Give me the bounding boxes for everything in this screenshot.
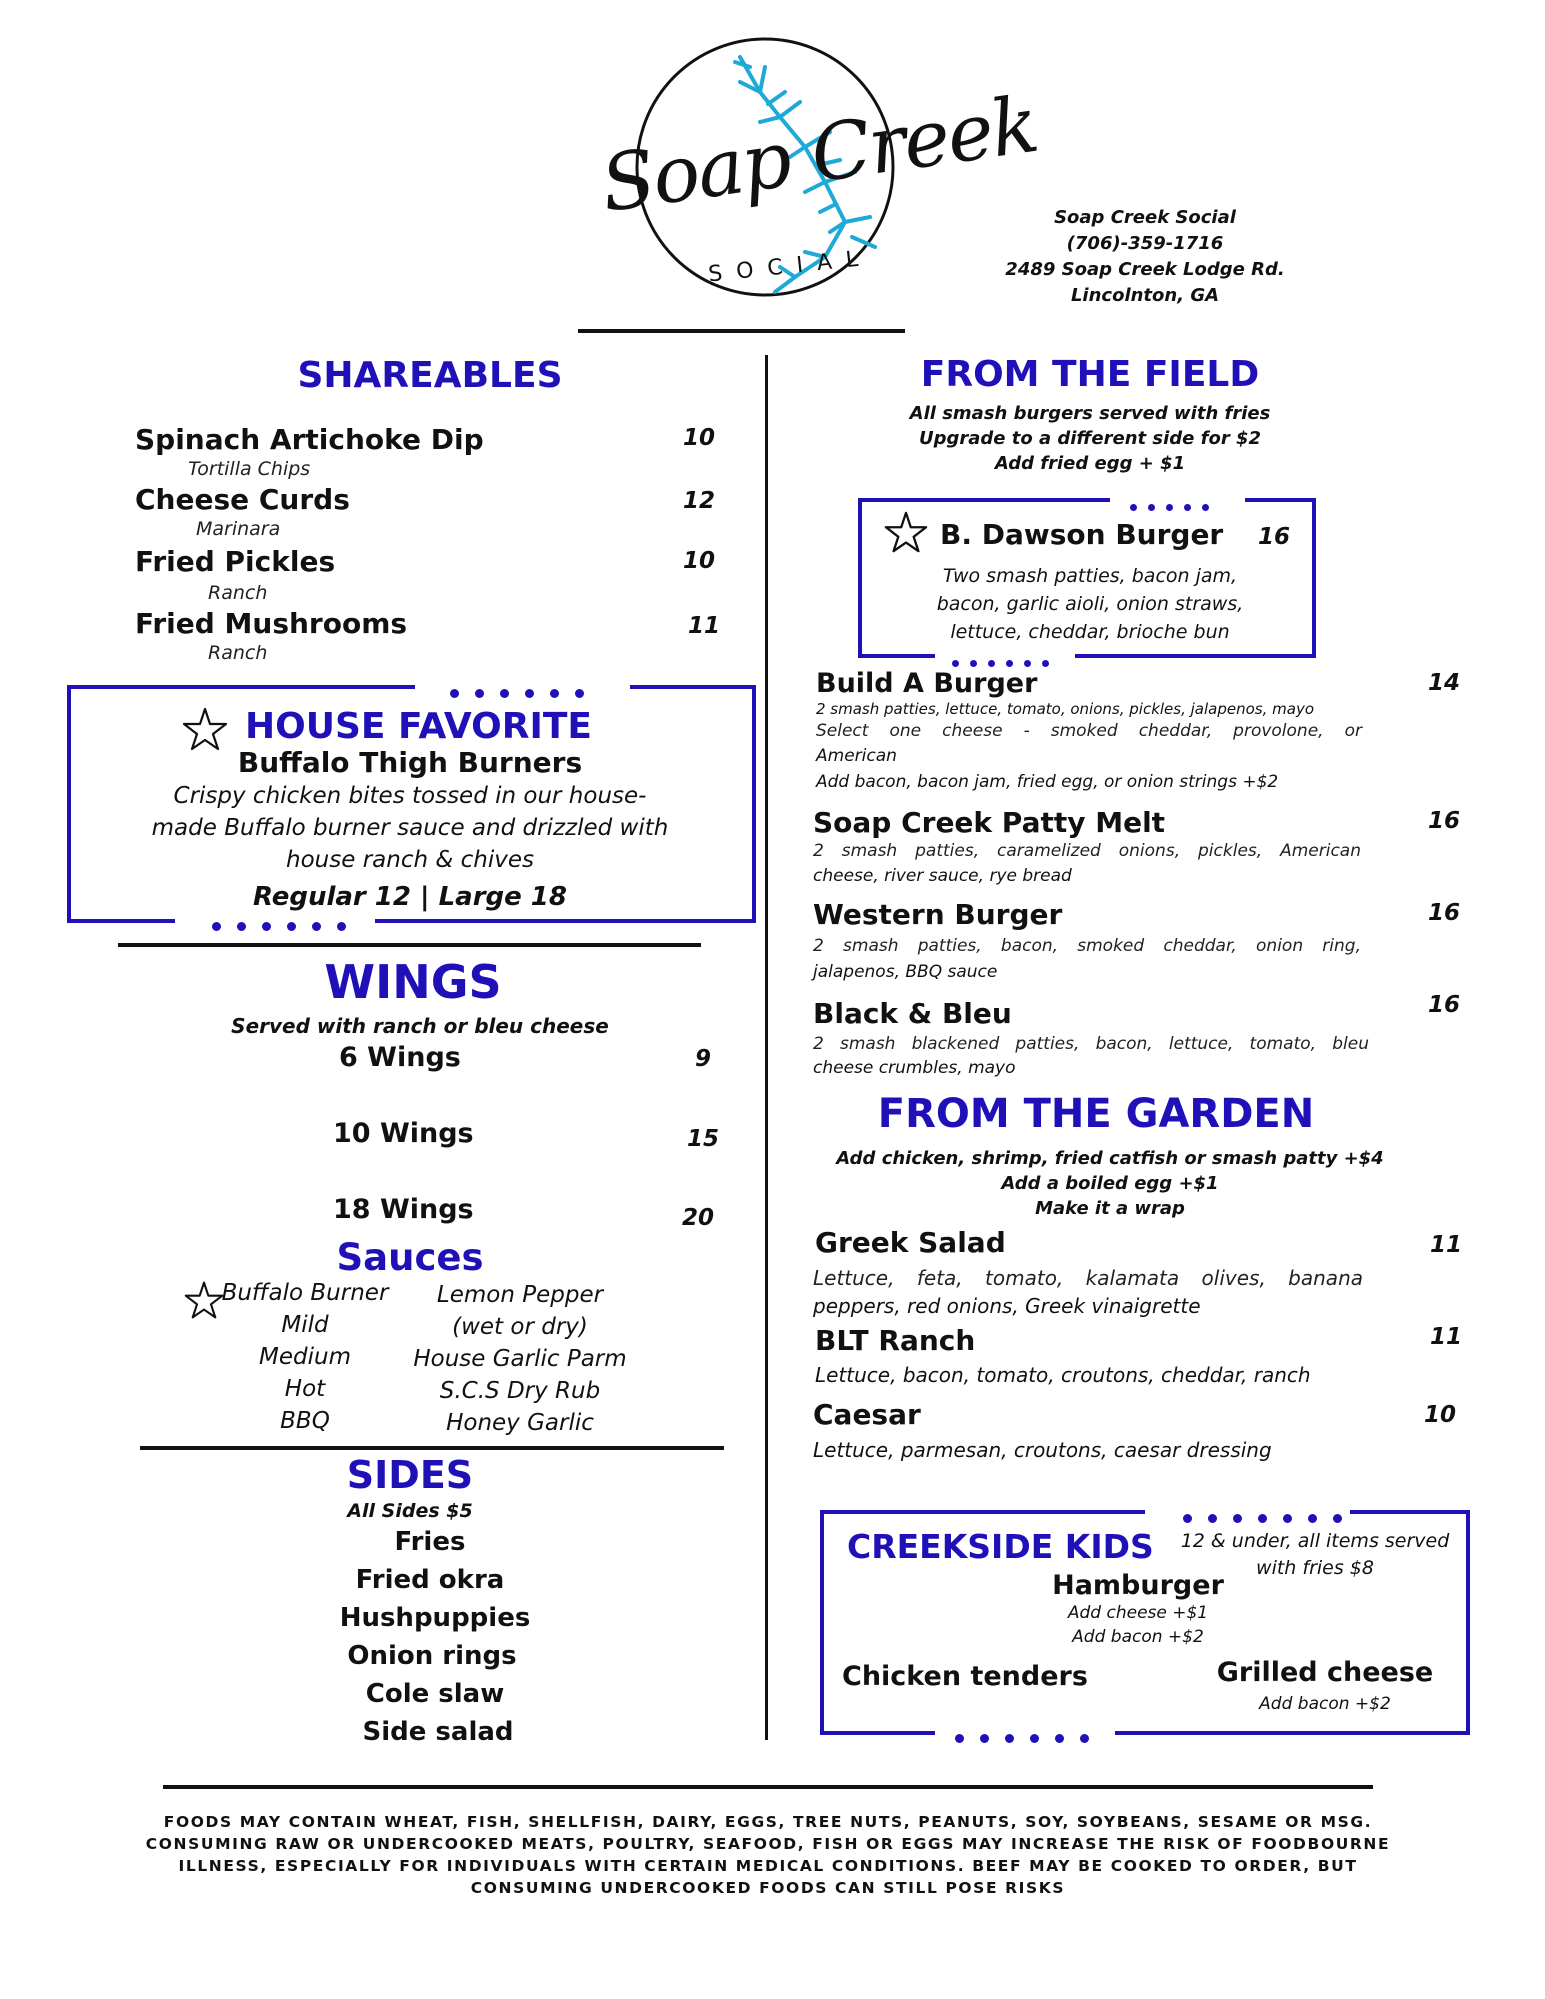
kids-grilled-cheese: Grilled cheese [1216,1657,1434,1688]
shareable-name-3: Fried Pickles [135,545,336,578]
field-note-1: All smash burgers served with fries [909,403,1271,424]
sauce-right-4: S.C.S Dry Rub [439,1378,601,1404]
featured-dots-top [1130,496,1220,506]
garden-title: FROM THE GARDEN [877,1091,1315,1137]
kids-grilled-addon: Add bacon +$2 [1259,1694,1391,1714]
contact-name: Soap Creek Social [1054,207,1236,228]
wing-price-3: 20 [682,1205,715,1231]
wing-name-2: 10 Wings [333,1118,474,1149]
sauce-left-2: Mild [281,1312,329,1338]
contact-block [1000,205,1290,309]
featured-burger-name: B. Dawson Burger [940,518,1224,551]
sauce-left-3: Medium [259,1344,351,1370]
garden-item-price-3: 10 [1424,1402,1457,1428]
shareable-desc-2: Marinara [196,518,281,540]
side-item-1: Fries [394,1527,466,1557]
sauce-right-2: (wet or dry) [452,1314,588,1340]
wings-rule [118,943,701,947]
featured-dots-bottom [952,652,1060,662]
field-note-3: Add fried egg + $1 [994,453,1186,474]
kids-hamburger-addon-1: Add cheese +$1 [1067,1603,1209,1623]
field-item-name-1: Soap Creek Patty Melt [813,806,1166,839]
disclaimer-line-1: FOODS MAY CONTAIN WHEAT, FISH, SHELLFISH, DAIRY, EGGS, TREE NUTS, PEANUTS, SOY, SOYBEANS, SESAME OR MSG. [163,1813,1373,1831]
sauce-left-1: Buffalo Burner [221,1280,389,1306]
house-favorite-title: HOUSE FAVORITE [245,706,592,747]
side-item-4: Onion rings [347,1641,517,1671]
wing-name-1: 6 Wings [339,1042,461,1073]
contact-city: Lincolnton, GA [1070,285,1220,306]
field-item-desc-2a: 2 smash patties, bacon, smoked cheddar, onion ring, [813,936,1361,956]
garden-note-3: Make it a wrap [1035,1198,1185,1219]
footer-rule [163,1785,1373,1789]
sides-title: SIDES [346,1453,474,1497]
field-item-desc-1b: cheese, river sauce, rye bread [813,866,1072,886]
shareable-price-3: 10 [683,548,716,574]
wing-price-2: 15 [687,1126,720,1152]
shareable-desc-4: Ranch [208,642,268,664]
house-favorite-name: Buffalo Thigh Burners [237,746,583,779]
sauce-right-3: House Garlic Parm [413,1346,627,1372]
sides-rule [140,1446,724,1450]
field-item-price-2: 16 [1428,900,1461,926]
field-item-desc-3a: 2 smash blackened patties, bacon, lettuce, tomato, bleu [813,1034,1369,1054]
garden-item-price-1: 11 [1430,1232,1463,1258]
kids-hamburger: Hamburger [1052,1570,1224,1601]
shareable-price-4: 11 [688,613,721,639]
shareable-desc-3: Ranch [208,582,268,604]
garden-note-2: Add a boiled egg +$1 [1001,1173,1219,1194]
side-item-5: Cole slaw [365,1679,505,1709]
garden-item-desc-3: Lettuce, parmesan, croutons, caesar dressing [813,1438,1272,1462]
house-favorite-dots-bottom [212,916,362,926]
disclaimer-line-2: CONSUMING RAW OR UNDERCOOKED MEATS, POULTRY, SEAFOOD, FISH OR EGGS MAY INCREASE THE RISK OF FOODBOURNE [145,1835,1391,1853]
kids-dots-bottom [955,1728,1105,1738]
field-item-desc-2b: jalapenos, BBQ sauce [813,962,998,982]
kids-chicken-tenders: Chicken tenders [842,1661,1088,1692]
build-burger-name: Build A Burger [816,668,1038,699]
house-favorite-desc-3: house ranch & chives [286,847,534,873]
shareable-price-2: 12 [683,488,716,514]
kids-note-1: 12 & under, all items served [1180,1530,1450,1552]
garden-item-desc-1a: Lettuce, feta, tomato, kalamata olives, banana [813,1266,1363,1290]
featured-burger-desc-2: bacon, garlic aioli, onion straws, [936,593,1244,615]
shareables-title: SHAREABLES [297,355,563,396]
house-favorite-desc-1: Crispy chicken bites tossed in our house- [173,783,647,809]
garden-item-name-2: BLT Ranch [815,1324,976,1357]
shareable-name-1: Spinach Artichoke Dip [135,423,484,456]
star-icon [884,510,928,554]
house-favorite-dots-top [450,683,600,693]
side-item-6: Side salad [362,1717,514,1747]
field-item-price-1: 16 [1428,808,1461,834]
shareable-desc-1: Tortilla Chips [188,458,311,480]
garden-item-desc-2: Lettuce, bacon, tomato, croutons, cheddar, ranch [815,1363,1311,1387]
wing-name-3: 18 Wings [333,1194,474,1225]
kids-title: CREEKSIDE KIDS [847,1527,1154,1566]
logo-subtext: SOCIAL [707,245,874,288]
sauces-title: Sauces [336,1236,484,1279]
sauce-left-4: Hot [284,1376,326,1402]
field-item-name-3: Black & Bleu [813,997,1012,1030]
garden-item-price-2: 11 [1430,1324,1463,1350]
garden-item-desc-1b: peppers, red onions, Greek vinaigrette [813,1294,1201,1318]
header-rule [578,329,905,333]
wings-subtitle: Served with ranch or bleu cheese [231,1014,609,1038]
wing-price-1: 9 [695,1046,712,1072]
logo [590,22,1043,312]
build-burger-line-4: Add bacon, bacon jam, fried egg, or onion strings +$2 [816,772,1279,792]
wings-title: WINGS [324,955,502,1009]
sauce-right-1: Lemon Pepper [436,1282,604,1308]
build-burger-price: 14 [1428,670,1461,696]
garden-item-name-3: Caesar [813,1398,921,1431]
build-burger-line-2: Select one cheese - smoked cheddar, provolone, or [816,721,1362,741]
kids-hamburger-addon-2: Add bacon +$2 [1072,1627,1204,1647]
side-item-3: Hushpuppies [339,1603,531,1633]
side-item-2: Fried okra [355,1565,505,1595]
featured-burger-desc-1: Two smash patties, bacon jam, [942,565,1238,587]
logo-script: Soap Creek [595,79,1043,231]
build-burger-line-3: American [816,746,897,766]
sauce-left-5: BBQ [280,1408,330,1434]
field-item-desc-1a: 2 smash patties, caramelized onions, pickles, American [813,841,1361,861]
field-item-desc-3b: cheese crumbles, mayo [813,1058,1016,1078]
contact-phone: (706)-359-1716 [1066,233,1224,254]
shareable-price-1: 10 [683,425,716,451]
disclaimer [100,1811,1436,1899]
house-favorite-price: Regular 12 | Large 18 [252,882,567,912]
garden-note-1: Add chicken, shrimp, fried catfish or smash patty +$4 [836,1148,1384,1169]
disclaimer-line-3: ILLNESS, ESPECIALLY FOR INDIVIDUALS WITH CERTAIN MEDICAL CONDITIONS. BEEF MAY BE COOKED TO ORDER, BUT [178,1857,1358,1875]
center-divider [765,355,768,1740]
garden-item-name-1: Greek Salad [815,1226,1006,1259]
field-note-2: Upgrade to a different side for $2 [918,428,1262,449]
shareable-name-4: Fried Mushrooms [135,607,408,640]
kids-dots-top [1183,1508,1358,1518]
field-item-price-3: 16 [1428,992,1461,1018]
disclaimer-line-4: CONSUMING UNDERCOOKED FOODS CAN STILL POSE RISKS [470,1879,1066,1897]
featured-burger-price: 16 [1258,524,1291,550]
field-title: FROM THE FIELD [920,354,1260,395]
house-favorite-desc-2: made Buffalo burner sauce and drizzled with [151,815,669,841]
shareable-name-2: Cheese Curds [135,483,350,516]
field-item-name-2: Western Burger [813,898,1063,931]
build-burger-line-1: 2 smash patties, lettuce, tomato, onions, pickles, jalapenos, mayo [816,700,1314,718]
featured-burger-desc-3: lettuce, cheddar, brioche bun [950,621,1230,643]
kids-note-2: with fries $8 [1256,1557,1374,1579]
sides-subtitle: All Sides $5 [347,1500,473,1522]
sauce-right-5: Honey Garlic [446,1410,594,1436]
contact-address: 2489 Soap Creek Lodge Rd. [1005,259,1285,280]
